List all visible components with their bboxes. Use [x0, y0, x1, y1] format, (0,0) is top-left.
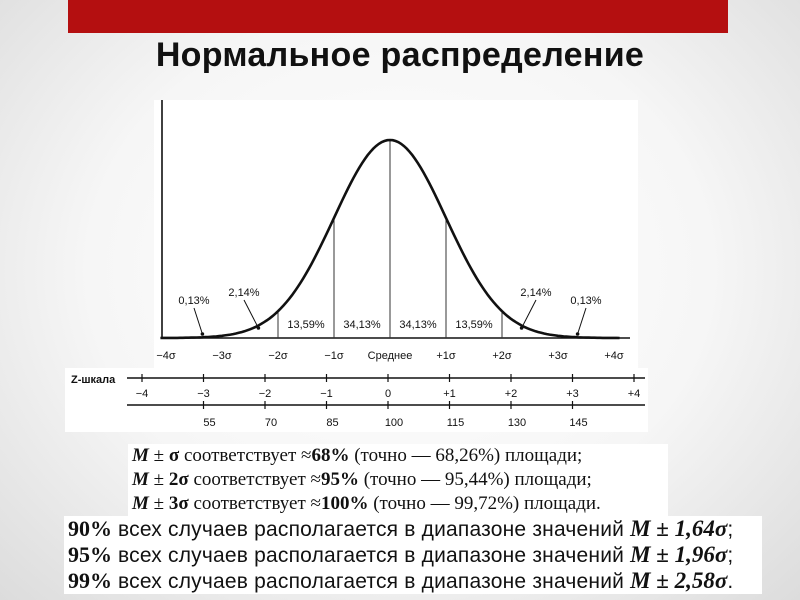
caption-text: (точно — 99,72%) площади.	[368, 493, 601, 514]
sigma-multiple: 3σ	[168, 493, 189, 514]
iq-scale-tick-label: 85	[326, 417, 339, 429]
z-scale-tick-label: −2	[258, 388, 272, 400]
z-scale-tick-label: +4	[627, 388, 641, 400]
z-scale-tick-label: −3	[197, 388, 210, 400]
area-percent-label: 2,14%	[520, 287, 552, 299]
z-scale-tick-label: −1	[320, 388, 333, 400]
sigma-multiple: σ	[168, 445, 180, 466]
area-pointer-line	[194, 308, 202, 334]
caption-text: (точно — 68,26%) площади;	[349, 445, 583, 466]
area-pointer-dot	[201, 332, 205, 336]
sigma-tick-label: Среднее	[367, 350, 413, 362]
summary-percent: 95%	[68, 542, 112, 567]
area-percent-label: 34,13%	[343, 319, 381, 331]
approx-percent: 100%	[320, 493, 369, 514]
z-scale-label: Z-шкала	[71, 374, 116, 386]
caption-text: соответствует ≈	[188, 469, 321, 490]
sigma-tick-label: +3σ	[548, 350, 568, 362]
plus-minus: ±	[148, 445, 169, 466]
iq-scale-tick-label: 70	[264, 417, 278, 429]
summary-range: M ± 1,96σ	[630, 542, 728, 567]
mean-symbol: M	[132, 445, 149, 466]
bell-curve-diagram	[154, 100, 638, 372]
mean-symbol: M	[132, 493, 149, 514]
approx-percent: 68%	[311, 445, 350, 466]
summary-percent: 90%	[68, 516, 112, 541]
caption-text: (точно — 95,44%) площади;	[358, 469, 592, 490]
area-percent-label: 0,13%	[178, 295, 210, 307]
z-scale-tick-label: +1	[443, 388, 456, 400]
area-pointer-dot	[257, 326, 261, 330]
summary-line	[68, 542, 733, 568]
area-percent-label: 34,13%	[399, 319, 437, 331]
summary-text: всех случаев располагается в диапазоне значений	[112, 570, 631, 593]
area-pointer-line	[244, 300, 258, 328]
scales-panel	[65, 368, 648, 432]
iq-scale-tick-label: 100	[384, 417, 404, 429]
area-pointer-line	[522, 300, 536, 328]
top-accent-bar	[68, 0, 728, 33]
approx-percent: 95%	[320, 469, 359, 490]
iq-scale-tick-label: 115	[446, 417, 465, 429]
summary-line	[68, 568, 733, 594]
mean-symbol: M	[132, 469, 149, 490]
area-percent-label: 2,14%	[228, 287, 260, 299]
summary-end: ;	[727, 544, 734, 567]
iq-scale-tick-label: 145	[569, 417, 588, 429]
sigma-tick-label: −1σ	[324, 350, 344, 362]
sigma-tick-label: +1σ	[436, 350, 456, 362]
sigma-tick-label: −2σ	[268, 350, 288, 362]
bell-curve-panel	[154, 100, 638, 372]
sigma-tick-label: +4σ	[604, 350, 624, 362]
area-pointer-line	[578, 308, 586, 334]
range-summary	[64, 516, 762, 594]
page-title: Нормальное распределение	[155, 36, 645, 74]
sigma-captions	[128, 444, 668, 516]
caption-text: соответствует ≈	[188, 493, 321, 514]
summary-text: всех случаев располагается в диапазоне значений	[112, 518, 631, 541]
area-pointer-dot	[520, 326, 524, 330]
area-percent-label: 13,59%	[287, 319, 325, 331]
summary-text: всех случаев располагается в диапазоне значений	[112, 544, 631, 567]
z-scale-tick-label: +3	[566, 388, 579, 400]
z-scale-tick-label: +2	[504, 388, 518, 400]
summary-range: M ± 2,58σ	[630, 568, 728, 593]
area-percent-label: 0,13%	[570, 295, 602, 307]
area-pointer-dot	[576, 332, 580, 336]
summary-end: ;	[727, 518, 734, 541]
sigma-tick-label: +2σ	[492, 350, 512, 362]
caption-line	[132, 468, 592, 491]
plus-minus: ±	[148, 469, 169, 490]
caption-line	[132, 444, 582, 467]
caption-text: соответствует ≈	[179, 445, 312, 466]
iq-scale-tick-label: 130	[507, 417, 527, 429]
sigma-tick-label: −3σ	[212, 350, 232, 362]
plus-minus: ±	[148, 493, 169, 514]
z-scale-tick-label: −4	[135, 388, 149, 400]
sigma-tick-label: −4σ	[156, 350, 176, 362]
caption-line	[132, 492, 601, 515]
summary-line	[68, 516, 733, 542]
summary-percent: 99%	[68, 568, 112, 593]
scales-diagram	[65, 368, 648, 432]
area-percent-label: 13,59%	[455, 319, 493, 331]
summary-range: M ± 1,64σ	[630, 516, 728, 541]
summary-end: .	[727, 570, 734, 593]
z-scale-tick-label: 0	[384, 388, 392, 400]
sigma-multiple: 2σ	[168, 469, 189, 490]
iq-scale-tick-label: 55	[203, 417, 216, 429]
